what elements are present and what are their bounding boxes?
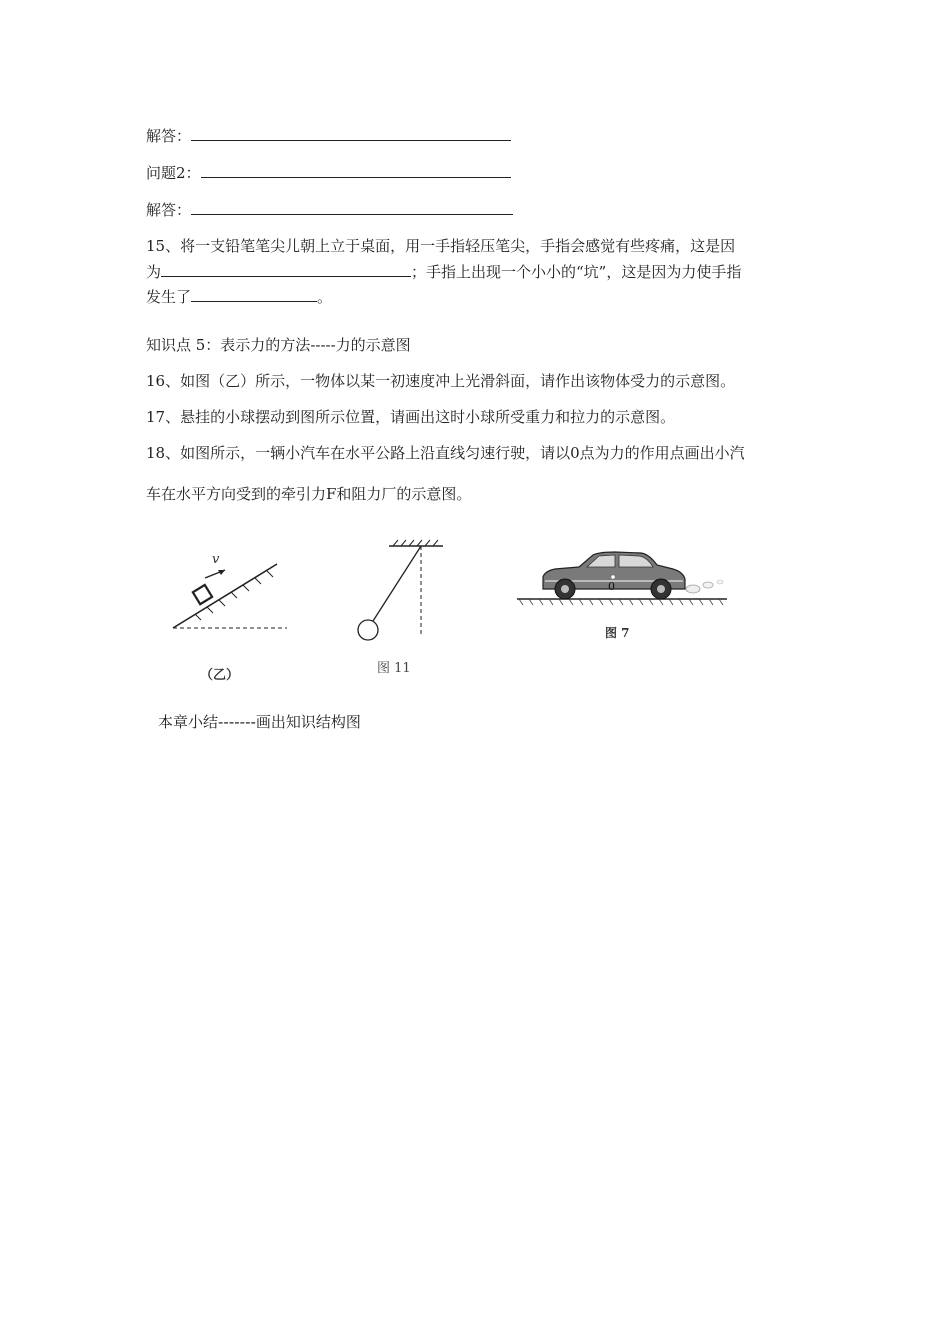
q15-line1: 15、将一支铅笔笔尖儿朝上立于桌面，用一手指轻压笔尖，手指会感觉有些疼痛，这是因: [146, 237, 736, 255]
answer1-blank[interactable]: [191, 126, 511, 141]
chapter-summary: 本章小结-------画出知识结构图: [158, 713, 361, 731]
answer2-line: [146, 200, 513, 220]
incline-figure: [165, 550, 295, 640]
q15-line2-suffix: ；手指上出现一个小小的“坑”，这是因为力使手指: [411, 263, 742, 281]
q17: 17、悬挂的小球摆动到图所示位置，请画出这时小球所受重力和拉力的示意图。: [146, 408, 676, 426]
q18-line1: 18、如图所示，一辆小汽车在水平公路上沿直线匀速行驶，请以0点为力的作用点画出小汽: [146, 444, 745, 462]
answer1-line: [146, 126, 511, 146]
question2-label: 问题2：: [146, 164, 201, 182]
q15-blank2[interactable]: [191, 287, 317, 302]
incline-velocity-label: v: [212, 552, 220, 567]
q16: 16、如图（乙）所示，一物体以某一初速度冲上光滑斜面，请作出该物体受力的示意图。: [146, 372, 736, 390]
q15-line2: [146, 262, 741, 282]
answer2-label: 解答：: [146, 201, 192, 219]
pendulum-caption: 图 11: [377, 661, 411, 676]
q15-line3-suffix: 。: [317, 288, 333, 306]
car-point-label: 0: [608, 580, 615, 593]
incline-caption: （乙）: [200, 668, 240, 683]
q18-line2: 车在水平方向受到的牵引力F和阻力厂的示意图。: [146, 485, 472, 503]
car-caption: 图 7: [605, 626, 630, 640]
q15-line3-prefix: 发生了: [146, 288, 192, 306]
car-figure: [515, 545, 730, 610]
q15-line3: [146, 287, 332, 307]
answer1-label: 解答：: [146, 127, 192, 145]
q15-line2-prefix: 为: [146, 263, 162, 281]
question2-blank[interactable]: [201, 163, 511, 178]
pendulum-figure: [345, 536, 445, 646]
knowledge-point-5: 知识点 5：表示力的方法-----力的示意图: [146, 336, 411, 354]
answer2-blank[interactable]: [191, 200, 513, 215]
question2-line: [146, 163, 511, 183]
q15-blank1[interactable]: [161, 262, 411, 277]
